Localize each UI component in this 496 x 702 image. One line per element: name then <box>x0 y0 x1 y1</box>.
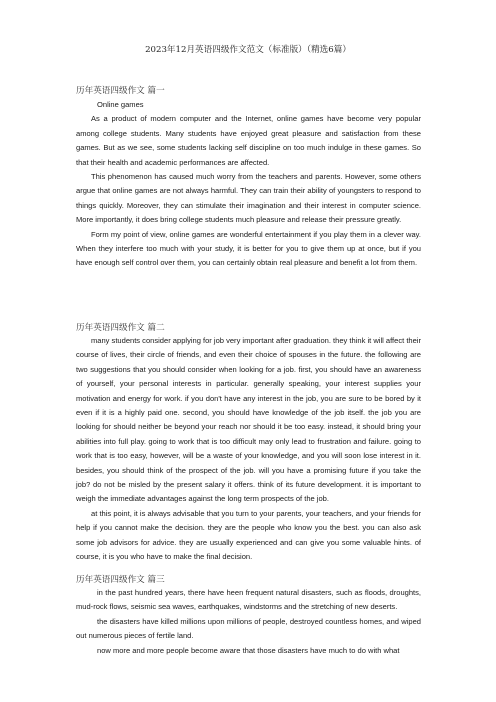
section-body-1 <box>76 98 421 271</box>
paragraph: now more and more people become aware that those disasters have much to do with what <box>97 645 400 655</box>
paragraph: This phenomenon has caused much worry from the teachers and parents. However, some others argue that online games are not always harmful. They can train their ability of youngsters to respond to things quickly. Moreover, they can stimulate their imagination and their interest in computer science. More importantly, it does bring college students much pleasure and release their pressure greatly. <box>76 172 421 225</box>
paragraph: the disasters have killed millions upon millions of people, destroyed countless homes, and wiped out numerous pieces of fertile land. <box>76 616 421 641</box>
section-heading-1: 历年英语四级作文 篇一 <box>76 86 165 96</box>
paragraph: Form my point of view, online games are wonderful entertainment if you play them in a clever way. When they interfere too much with your study, it is better for you to give them up at once, but if you have enough self control over them, you can certainly obtain real pleasure and benefit a lot from them. <box>76 229 421 268</box>
document-title: 2023年12月英语四级作文范文（标准版）（精选6篇） <box>145 45 351 55</box>
paragraph: As a product of modern computer and the Internet, online games have become very popular among college students. Many students have enjoyed great pleasure and satisfaction from these games. But as we see, some students lacking self discipline on too much indulge in these games. So that their health and academic performances are affected. <box>76 114 421 167</box>
essay-title: Online games <box>97 100 144 109</box>
section-body-2 <box>76 334 421 565</box>
paragraph: many students consider applying for job very important after graduation. they think it will affect their course of lives, their circle of friends, and even their choice of spouses in the future. the following are two suggestions that you should consider when looking for a job. first, you should have an awareness of yourself, your personal interests in particular. generally speaking, your interest supplies your motivation and energy for work. if you don't have any interest in the job, you are sure to be bored by it even if it is a highly paid one. second, you should have knowledge of the job itself. the job you are looking for should neither be beyond your reach nor should it be too easy. instead, it should bring your abilities into full play. going to work that is too difficult may only lead to frustration and failure. going to work that is too easy, however, will be a waste of your knowledge, and you will soon lose interest in it. besides, you should think of the prospect of the job. will you have a promising future if you take the job? do not be misled by the present salary it offers. think of its future development. it is important to weigh the immediate advantages against the long term prospects of the job. <box>76 336 421 504</box>
section-body-3 <box>76 586 421 658</box>
section-heading-2: 历年英语四级作文 篇二 <box>76 323 165 333</box>
paragraph: in the past hundred years, there have heen frequent natural disasters, such as floods, droughts, mud-rock flows, seismic sea waves, earthquakes, windstorms and the stretching of new deserts. <box>76 588 421 612</box>
section-heading-3: 历年英语四级作文 篇三 <box>76 575 165 585</box>
paragraph: at this point, it is always advisable that you turn to your parents, your teachers, and your friends for help if you cannot make the decision. they are the people who know you the best. you can also ask some job advisors for advice. they are usually experienced and can give you some valuable hints. of course, it is you who have to make the final decision. <box>76 508 421 562</box>
